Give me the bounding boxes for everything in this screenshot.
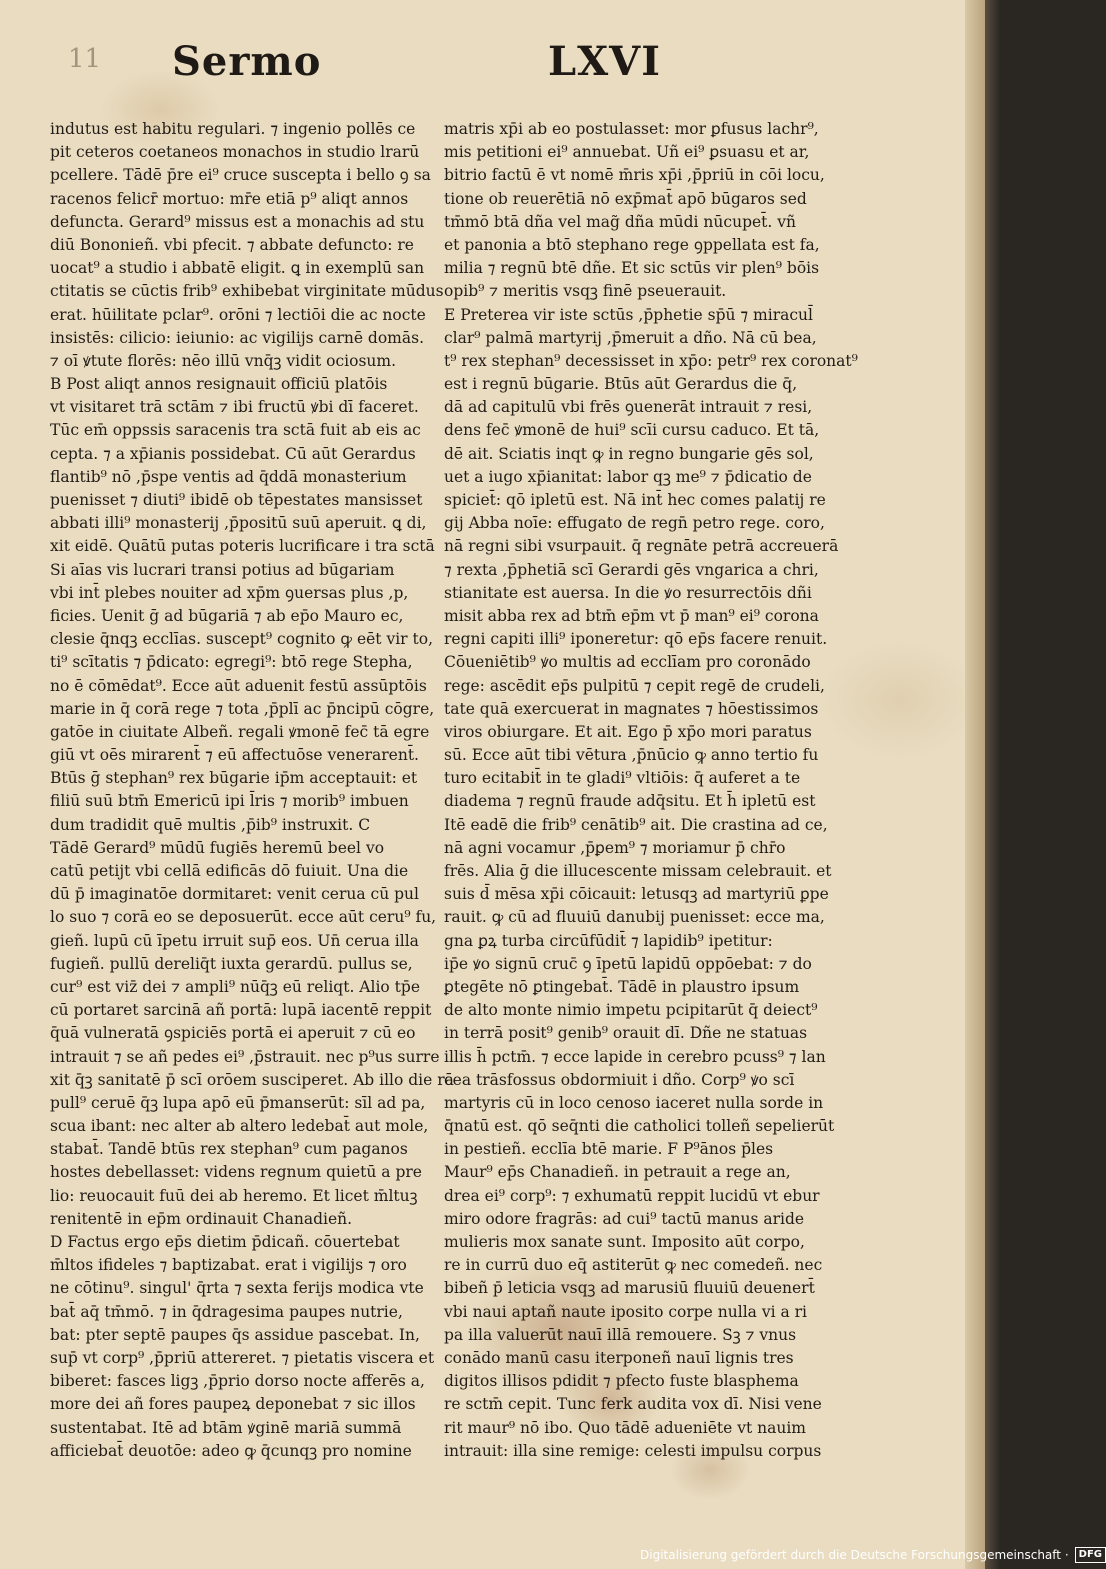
text-line: turo ecitabit̄ in te gladi⁹ vltiōis: q̄ auferet a te xyxy=(444,769,801,788)
text-line: diadema ⁊ regnū fraude adq̄situ. Et h̄ ipletū est xyxy=(444,792,816,811)
text-line: Itē eadē die frib⁹ cenātib⁹ ait. Die crastina ad ce, xyxy=(444,815,828,834)
text-line: flantib⁹ nō ,p̄spe ventis ad q̄ddā monasterium xyxy=(50,467,407,486)
text-line: catū petijt vbi cellā edificās dō fuiuit. Una die xyxy=(50,862,409,880)
text-line: dens fec̄ ꝟmonē de hui⁹ scīi cursu caduco. Et tā, xyxy=(444,421,820,440)
text-line: vbi int̄ plebes nouiter ad xp̄m ꝯuersas plus ,p, xyxy=(50,583,409,602)
text-line: dē ait. Sciatis inqt ꝙ in regno bungarie gēs sol, xyxy=(444,444,814,463)
text-line: vt visitaret trā sctām ⁊ ibi fructū ꝟbi dī faceret. xyxy=(50,398,419,417)
text-line: ip̄e ꝟo signū cruc̄ ꝯ īpetū lapidū oppōebat: ⁊ do xyxy=(444,954,812,973)
text-line: insistēs: cilicio: ieiunio: ac vigilijs carnē domās. xyxy=(50,328,425,347)
text-line: misit abba rex ad btm̄ ep̄m vt p̄ man⁹ ei⁹ corona xyxy=(444,606,819,625)
text-line: cea trāsfossus obdormiuit i dño. Corp⁹ ꝟo scī xyxy=(444,1070,795,1089)
text-line: rege: ascēdit ep̄s pulpitū ⁊ cepit regē de crudeli, xyxy=(444,676,825,695)
text-line: in terrā posit⁹ genib⁹ orauit dī. Dñe ne statuas xyxy=(444,1024,808,1043)
folio-pencil-mark: 11 xyxy=(68,44,102,74)
text-line: B Post aliqt annos resignauit officiū platōis xyxy=(50,375,388,394)
text-line: vbi naui aptañ naute iposito corpe nulla vi a ri xyxy=(444,1302,808,1321)
text-line: nā agni vocamur ,p̄ꝑem⁹ ⁊ moriamur p̄ chr̄o xyxy=(444,838,786,857)
text-line: spiciet̄: qō ipletū est. Nā int̄ hec comes palatij re xyxy=(444,491,826,509)
text-line: matris xp̄i ab eo postulasset: mor ꝑfusus lachr⁹, xyxy=(444,120,819,138)
text-line: m̄ltos ifideles ⁊ baptizabat. erat i vigilijs ⁊ oro xyxy=(50,1256,407,1275)
text-line: Tūc em̄ oppssis saracenis tra sctā fuit ab eis ac xyxy=(50,421,421,440)
text-line: martyris cū in loco cenoso iaceret nulla sorde in xyxy=(444,1093,824,1112)
text-line: rauit. ꝙ cū ad fluuiū danubij puenisset: ecce ma, xyxy=(444,908,825,927)
text-line: frēs. Alia ḡ die illucescente missam celebrauit. et xyxy=(444,862,832,880)
text-line: more dei añ fores paupeꝝ deponebat ⁊ sic illos xyxy=(50,1395,416,1414)
text-line: in pestieñ. ecclīa btē marie. F P⁹ānos p̄les xyxy=(444,1140,774,1159)
text-line: giū vt oēs mirarent̄ ⁊ eū affectuōse venerarent̄. xyxy=(50,746,419,765)
text-line: hostes debellasset: videns regnum quietū a pre xyxy=(50,1163,422,1182)
page-header xyxy=(0,38,985,88)
text-line: abbati illi⁹ monasterij ,p̄positū suū aperuit. ꝗ di, xyxy=(50,514,427,533)
text-line: pull⁹ ceruē q̄ꝫ lupa apō eū p̄manserūt: sīl ad pa, xyxy=(50,1093,426,1112)
text-line: Maur⁹ ep̄s Chanadieñ. in petrauit a rege an, xyxy=(444,1163,791,1182)
text-line: E Preterea vir iste sctūs ,p̄phetie sp̄ū ⁊ miracul̄ xyxy=(444,305,813,324)
text-line: gna ꝑꝝ turba circūfūdit̄ ⁊ lapidib⁹ ipetitur: xyxy=(444,931,773,950)
text-line: puenisset ⁊ diuti⁹ ibidē ob tēpestates mansisset xyxy=(50,491,423,509)
text-line: Tādē Gerard⁹ mūdū fugiēs heremū beel vo xyxy=(50,838,385,857)
text-line: ⁊ oī ꝟtute florēs: nēo illū vnq̄ꝫ vidit ociosum. xyxy=(50,351,397,370)
text-line: dā ad capitulū vbi frēs ꝯuenerāt intrauit ⁊ resi, xyxy=(444,398,813,417)
text-line: dum tradidit quē multis ,p̄ib⁹ instruxit. C xyxy=(50,815,371,834)
text-line: Cōueniētib⁹ ꝟo multis ad ecclīam pro coronādo xyxy=(444,653,811,672)
text-line: drea ei⁹ corp⁹: ⁊ exhumatū reppit lucidū vt ebur xyxy=(444,1186,820,1205)
text-line: renitentē in ep̄m ordinauit Chanadieñ. xyxy=(50,1209,353,1228)
text-line: Si aīas vis lucrari transi potius ad būgariam xyxy=(50,560,395,579)
text-line: rit maur⁹ nō ibo. Quo tādē adueniēte vt nauim xyxy=(444,1418,807,1437)
text-line: t⁹ rex stephan⁹ decessisset in xp̄o: petr⁹ rex coronat⁹ xyxy=(444,351,858,370)
text-line: D Factus ergo ep̄s dietim p̄dicañ. cōuertebat xyxy=(50,1233,400,1251)
text-line: xit eidē. Quātū putas poteris lucrificare i tra sctā xyxy=(50,537,435,556)
text-line: bat: pter septē paupes q̄s assidue pascebat. In, xyxy=(50,1325,420,1344)
text-line: no ē cōmēdat⁹. Ecce aūt aduenit festū assūptōis xyxy=(50,676,427,695)
digitization-footer xyxy=(640,1545,1106,1565)
text-line: opib⁹ ⁊ meritis vsqꝫ finē pseuerauit. xyxy=(444,282,727,301)
text-line: stianitate est auersa. In die ꝟo resurrectōis dñi xyxy=(444,583,812,602)
text-line: racenos felicr̄ mortuo: mr̄e etiā p⁹ aliqt annos xyxy=(50,189,409,208)
text-line: xit q̄ꝫ sanitatē p̄ scī orōem susciperet. Ab illo die rā xyxy=(50,1070,454,1089)
text-line: lo suo ⁊ corā eo se deposuerūt. ecce aūt ceru⁹ fu, xyxy=(50,908,437,927)
text-line: gij Abba noīe: effugato de regn̄ petro rege. coro, xyxy=(444,514,825,533)
folio-number: LXVI xyxy=(548,38,661,85)
text-line: conādo manū casu iterponeñ nauī lignis tres xyxy=(444,1348,794,1367)
text-line: cepta. ⁊ a xp̄ianis possidebat. Cū aūt Gerardus xyxy=(50,444,416,463)
text-line: bat̄ aq̄ tm̄mō. ⁊ in q̄dragesima paupes nutrie, xyxy=(50,1302,403,1321)
text-line: illis h̄ pctm̄. ⁊ ecce lapide in cerebro pcuss⁹ ⁊ lan xyxy=(444,1047,826,1066)
dfg-logo: DFG xyxy=(1075,1547,1106,1563)
text-line: scua ibant: nec alter ab altero ledebat̄ aut mole, xyxy=(50,1117,429,1136)
text-line: clesie q̄nqꝫ ecclīas. suscept⁹ cognito ꝙ eēt vir to, xyxy=(50,630,434,649)
text-line: stabat̄. Tandē btūs rex stephan⁹ cum paganos xyxy=(50,1140,408,1159)
text-line: tm̄mō btā dña vel mag̃ dña mūdi nūcupet̄. vñ xyxy=(444,212,796,231)
text-line: biberet: fasces ligꝫ ,p̄prio dorso nocte afferēs a, xyxy=(50,1372,425,1391)
text-line: milia ⁊ regnū btē dñe. Et sic sctūs vir plen⁹ bōis xyxy=(444,259,820,278)
text-line: gieñ. lupū cū īpetu irruit sup̄ eos. Un̄ cerua illa xyxy=(50,931,419,950)
text-line: pcellere. Tādē p̄re ei⁹ cruce suscepta i bello ꝯ sa xyxy=(50,166,431,185)
text-line: uocat⁹ a studio i abbatē eligit. ꝗ in exemplū san xyxy=(50,259,425,278)
text-line: pa illa valuerūt nauī illā remouere. Sꝫ ⁊ vnus xyxy=(444,1325,797,1344)
scan-edge xyxy=(985,0,1000,1569)
text-line: cur⁹ est viz̄ dei ⁊ ampli⁹ nūq̄ꝫ eū reliqt. Alio tp̄e xyxy=(50,977,421,996)
text-line: intrauit: illa sine remige: celesti impulsu corpus xyxy=(444,1441,822,1460)
text-line: pit ceteros coetaneos monachos in studio lrarū xyxy=(50,143,420,162)
text-line: mulieris mox sanate sunt. Imposito aūt corpo, xyxy=(444,1233,805,1251)
text-line: de alto monte nimio impetu pcipitarūt q̄ deiect⁹ xyxy=(444,1001,818,1020)
text-line: tate quā exercuerat in magnates ⁊ hōestissimos xyxy=(444,699,819,718)
text-line: filiū suū btm̄ Emericū ipi l̄ris ⁊ morib⁹ imbuen xyxy=(50,792,409,811)
text-line: re in currū duo eq̄ astiterūt ꝙ nec comedeñ. nec xyxy=(444,1256,823,1275)
text-line: nā regni sibi vsurpauit. q̄ regnāte petrā accreuerā xyxy=(444,537,839,556)
text-line: intrauit ⁊ se añ pedes ei⁹ ,p̄strauit. nec p⁹us surre xyxy=(50,1047,440,1066)
text-line: lio: reuocauit fuū dei ab heremo. Et licet m̄ltuꝫ xyxy=(50,1186,418,1205)
text-line: mis petitioni ei⁹ annuebat. Uñ ei⁹ ꝑsuasu et ar, xyxy=(444,143,810,162)
text-line: marie in q̄ corā rege ⁊ tota ,p̄plī ac p̄ncipū cōgre, xyxy=(50,699,435,718)
text-line: sup̄ vt corp⁹ ,p̄priū attereret. ⁊ pietatis viscera et xyxy=(50,1348,435,1367)
text-line: fugieñ. pullū dereliq̄t iuxta gerardū. pullus se, xyxy=(50,954,413,973)
text-line: ficies. Uenit ḡ ad būgariā ⁊ ab ep̄o Mauro ec, xyxy=(50,606,404,625)
text-line: erat. hūilitate pclar⁹. orōni ⁊ lectiōi die ac nocte xyxy=(50,305,426,324)
text-line: diū Bononieñ. vbi pfecit. ⁊ abbate defuncto: re xyxy=(50,235,414,254)
text-line: ꝑtegēte nō ꝑtingebat̄. Tādē in plaustro ipsum xyxy=(444,977,800,996)
text-line: q̄natū est. qō seq̄nti die catholici tolleñ sepelierūt xyxy=(444,1117,835,1136)
text-line: clar⁹ palmā martyrij ,p̄meruit a dño. Nā cū bea, xyxy=(444,328,817,347)
text-line: Btūs ḡ stephan⁹ rex būgarie ip̄m acceptauit: et xyxy=(50,769,418,788)
text-line: dū p̄ imaginatōe dormitaret: venit cerua cū pul xyxy=(50,885,419,904)
funding-credit: Digitalisierung gefördert durch die Deutsche Forschungsgemeinschaft · xyxy=(640,1548,1069,1562)
text-line: miro odore fragrās: ad cui⁹ tactū manus aride xyxy=(444,1209,805,1228)
text-line: defuncta. Gerard⁹ missus est a monachis ad stu xyxy=(50,212,425,231)
text-line: est i regnū būgarie. Btūs aūt Gerardus die q̄, xyxy=(444,375,798,394)
text-line: afficiebat̄ deuotōe: adeo ꝙ q̄cunqꝫ pro nomine xyxy=(50,1441,412,1460)
text-column-right xyxy=(444,118,858,1463)
text-line: sū. Ecce aūt tibi vētura ,p̄nūcio ꝙ anno tertio fu xyxy=(444,746,819,765)
text-line: indutus est habitu regulari. ⁊ ingenio pollēs ce xyxy=(50,120,416,138)
text-line: et panonia a btō stephano rege ꝯppellata est fa, xyxy=(444,235,820,254)
text-column-left xyxy=(50,118,454,1463)
text-line: digitos illisos pdidit ⁊ pfecto fuste blasphema xyxy=(444,1372,799,1391)
text-line: viros obiurgare. Et ait. Ego p̄ xp̄o mori paratus xyxy=(444,722,812,741)
text-line: uet a iugo xp̄ianitat: labor qꝫ me⁹ ⁊ p̄dicatio de xyxy=(444,467,812,486)
text-line: cū portaret sarcinā añ portā: lupā iacentē reppit xyxy=(50,1001,432,1020)
text-line: ctitatis se cūctis frib⁹ exhibebat virginitate mūdus xyxy=(50,282,444,301)
text-line: bitrio factū ē vt nomē m̄ris xp̄i ,p̄priū in cōi locu, xyxy=(444,166,825,185)
text-line: bibeñ p̄ leticia vsqꝫ ad marusiū fluuiū deuenert̄ xyxy=(444,1279,815,1298)
text-line: tione ob reuerētiā nō exp̄mat̄ apō būgaros sed xyxy=(444,189,807,208)
text-line: regni capiti illi⁹ iponeretur: qō ep̄s facere renuit. xyxy=(444,630,828,649)
text-line: re sctm̄ cepit. Tunc ferk audita vox dī. Nisi vene xyxy=(444,1395,822,1414)
text-line: ⁊ rexta ,p̄phetiā scī Gerardi gēs vngarica a chri, xyxy=(444,560,819,579)
text-line: q̄uā vulneratā ꝯspiciēs portā ei aperuit ⁊ cū eo xyxy=(50,1024,416,1043)
text-line: sustentabat. Itē ad btām ꝟginē mariā summā xyxy=(50,1418,402,1437)
text-line: gatōe in ciuitate Albeñ. regali ꝟmonē fec̄ tā egre xyxy=(50,722,430,741)
text-line: suis d̄ mēsa xp̄i cōicauit: letusqꝫ ad martyriū ꝑpe xyxy=(444,885,829,904)
text-line: ti⁹ scītatis ⁊ p̄dicato: egregi⁹: btō rege Stepha, xyxy=(50,653,413,672)
text-line: ne cōtinu⁹. singul' q̄rta ⁊ sexta ferijs modica vte xyxy=(50,1279,424,1298)
page-gutter xyxy=(965,0,985,1569)
running-head: Sermo xyxy=(172,38,322,85)
